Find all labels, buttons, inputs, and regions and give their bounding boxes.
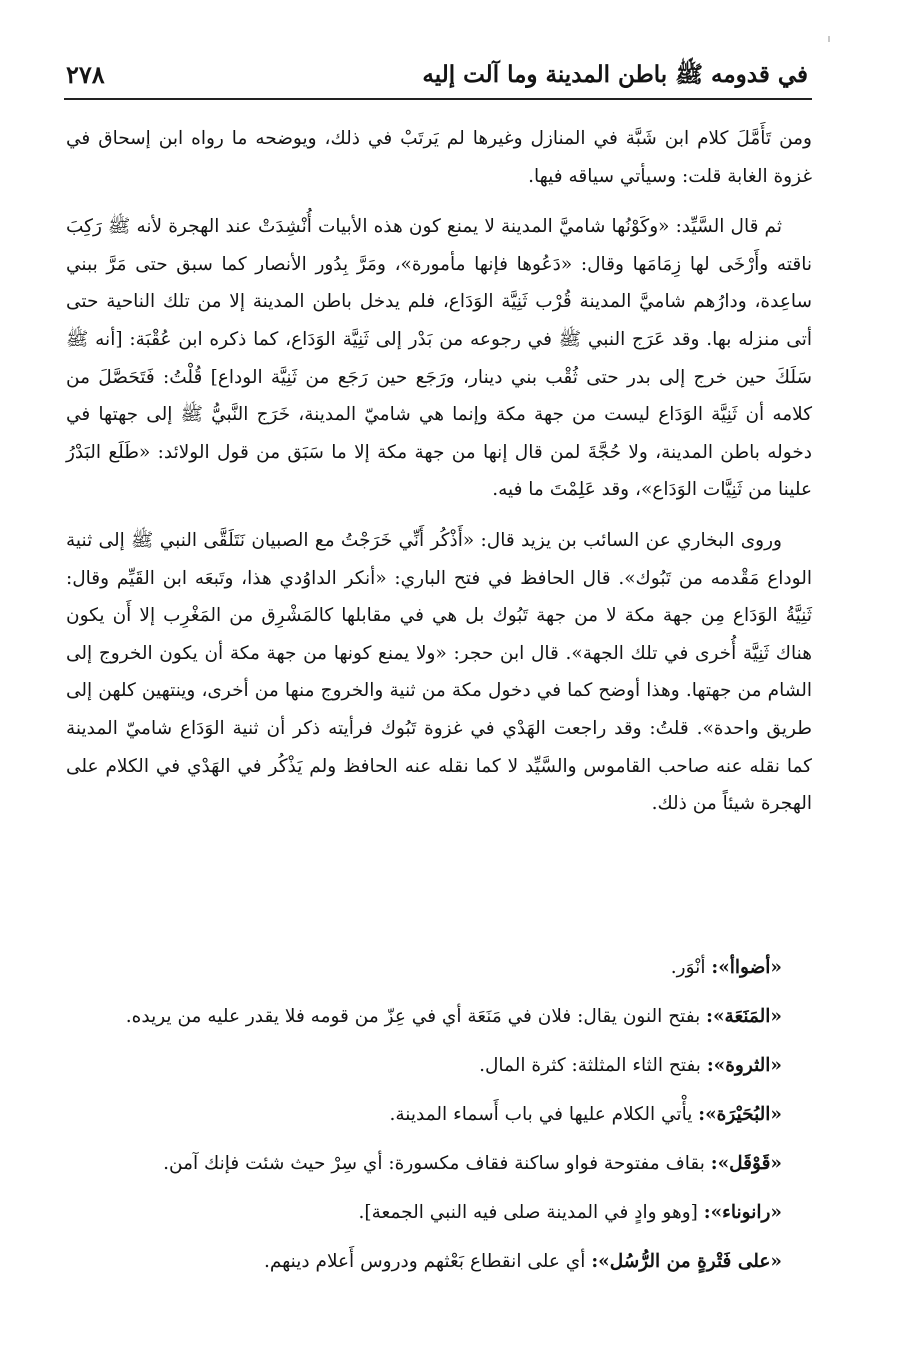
glossary-term: «أضواأ»: <box>711 957 782 978</box>
glossary-entry <box>66 1004 782 1029</box>
glossary-definition: بفتح الثاء المثلثة: كثرة المال. <box>479 1055 701 1076</box>
glossary-entry <box>66 1053 782 1078</box>
glossary-definition: يأْتي الكلام عليها في باب أَسماء المدينة. <box>389 1104 693 1125</box>
paragraph: وروى البخاري عن السائب بن يزيد قال: «أَذْكُر أَنِّي خَرَجْتُ مع الصبيان نَتَلَقَّى النبي ﷺ إلى ثنية الوداع مَقْدمه من تَبُوك». قال الحافظ في فتح الباري: «أنكر الداوُدي هذا، وتَبعَه ابن القَيِّم وقال: ثَنِيَّةُ الوَدَاع مِن جهة مكة لا من جهة تَبُوك بل هي في مقابلها كالمَشْرِق من المَغْرِب إلا أَن يكون هناك ثَنِيَّة أُخرى في تلك الجهة». قال ابن حجر: «ولا يمنع كونها من جهة مكة أن يكون الخروج إلى الشام من جهتها. وهذا أوضح كما في دخول مكة من ثنية والخروج منها من أخرى، وينتهين كلهن إلى طريق واحدة». قلتُ: وقد راجعت الهَدْي في غزوة تَبُوك فرأيته ذكر أن ثنية الوَدَاع شاميّ المدينة كما نقله عنه صاحب القاموس والسَّيِّد لا كما نقله عنه الحافظ ولم يَذْكُر في الهَدْي في الكلام على الهجرة شيئاً من ذلك. <box>66 529 812 815</box>
page-number: ٢٧٨ <box>66 60 105 89</box>
paragraph-gap <box>66 509 812 522</box>
glossary-definition: بقاف مفتوحة فواو ساكنة فقاف مكسورة: أي سِرْ حيث شئت فإنك آمن. <box>163 1153 705 1174</box>
glossary-term: «المَنَعَة»: <box>706 1006 782 1027</box>
paragraph-gap <box>66 195 812 208</box>
page-header <box>66 60 808 100</box>
glossary-term: «قَوْقَل»: <box>710 1153 782 1174</box>
glossary-term: «رانوناء»: <box>703 1202 782 1223</box>
glossary-entry <box>66 1249 782 1274</box>
main-text <box>66 120 812 823</box>
running-title: في قدومه ﷺ باطن المدينة وما آلت إليه <box>422 61 808 88</box>
glossary-term: «الثروة»: <box>706 1055 782 1076</box>
paragraph: ثم قال السَّيِّد: «وكَوْنُها شاميَّ المدينة لا يمنع كون هذه الأبيات أُنْشِدَتْ عند الهجرة لأنه ﷺ رَكِبَ ناقته وأَرْخَى لها زِمَامَها وقال: «دَعُوها فإنها مأمورة»، ومَرَّ بِدُور الأنصار كما سبق حتى مَرَّ ببني ساعِدة، ودارُهم شاميَّ المدينة قُرْب ثَنِيَّة الوَدَاع، فلم يدخل باطن المدينة إلا من تلك الناحية حتى أتى منزله بها. وقد عَرَج النبي ﷺ في رجوعه من بَدْر إلى ثَنِيَّة الوَدَاع، كما ذكره ابن عُقْبَة: [أنه ﷺ سَلَكَ حين خرج إلى بدر حتى ثُقْب بني دينار، ورَجَع حين رَجَع من ثَنِيَّة الوداع] قُلْتُ: فَتَحَصَّلَ من كلامه أن ثَنِيَّة الوَدَاع ليست من جهة مكة وإنما هي شاميّ المدينة، خَرَج النَّبيُّ ﷺ إلى جهتها في دخوله باطن المدينة، ولا حُجَّةَ لمن قال إنها من جهة مكة إلا ما سَبَق من قول الولائد: «طَلَع البَدْرُ علينا من ثَنِيَّات الوَدَاع»، وقد عَلِمْتَ ما فيه. <box>66 216 812 501</box>
glossary <box>66 955 782 1298</box>
glossary-entry <box>66 1102 782 1127</box>
glossary-definition: بفتح النون يقال: فلان في مَنَعَة أي في عِزّ من قومه فلا يقدر عليه من يريده. <box>125 1006 701 1027</box>
glossary-entry <box>66 1200 782 1225</box>
glossary-definition: أي على انقطاع بَعْثهم ودروس أَعلام دينهم. <box>263 1251 586 1272</box>
glossary-term: «البُحَيْرَة»: <box>698 1104 782 1125</box>
scan-mark <box>828 36 830 42</box>
glossary-definition: أنْوَر. <box>670 957 706 978</box>
glossary-term: «على فَتْرةٍ من الرُّسُل»: <box>591 1251 782 1272</box>
header-rule <box>64 98 812 100</box>
glossary-entry <box>66 1151 782 1176</box>
paragraph: ومن تَأَمَّلَ كلام ابن شَبَّة في المنازل وغيرها لم يَرتَبْ في ذلك، ويوضحه ما رواه ابن إسحاق في غزوة الغابة قلت: وسيأتي سياقه فيها. <box>66 128 812 187</box>
glossary-entry <box>66 955 782 980</box>
glossary-definition: [وهو وادٍ في المدينة صلى فيه النبي الجمعة]. <box>358 1202 698 1223</box>
